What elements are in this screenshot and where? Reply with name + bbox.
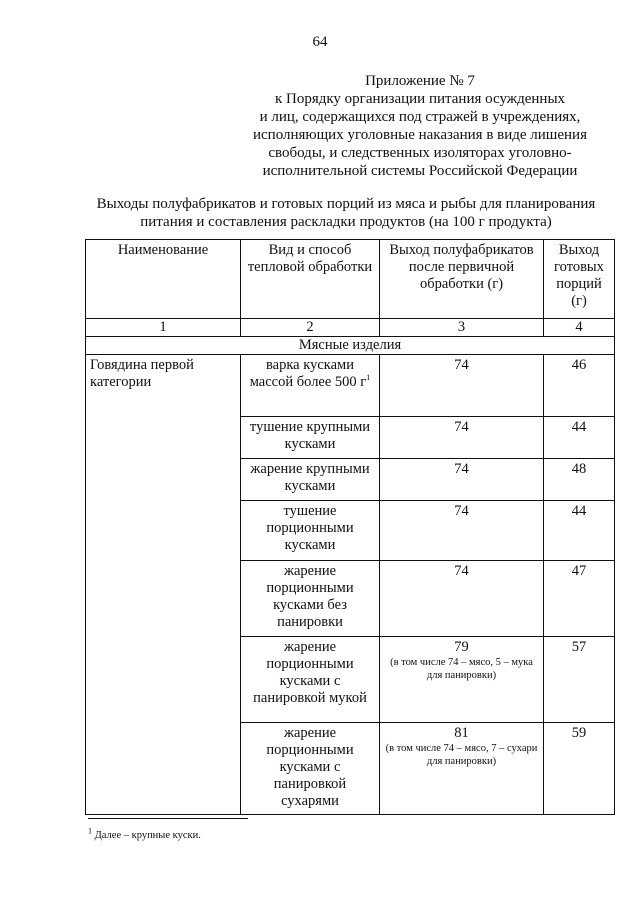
section-row (86, 337, 615, 355)
semi-yield-value: 74 (454, 357, 469, 373)
semi-yield-value: 74 (380, 417, 544, 459)
yield-table (85, 239, 615, 815)
page-number: 64 (312, 34, 328, 50)
semi-yield-cell (380, 637, 544, 723)
appendix-line: и лиц, содержащихся под стражей в учреждениях, (259, 109, 581, 125)
appendix-line: к Порядку организации питания осужденных (274, 91, 566, 107)
semi-yield-value: 74 (380, 501, 544, 561)
method-text: жарение порционными кусками с панировкой мукой (241, 637, 380, 723)
column-number: 3 (380, 319, 544, 337)
product-name: Говядина первой категории (86, 355, 241, 815)
ready-yield-value: 47 (544, 561, 615, 637)
ready-yield-value: 46 (544, 355, 615, 417)
footnote-divider (88, 818, 248, 819)
section-title: Мясные изделия (86, 337, 615, 355)
semi-yield-note: (в том числе 74 – мясо, 5 – мука для панировки) (390, 657, 533, 681)
column-number: 4 (544, 319, 615, 337)
semi-yield-cell (380, 723, 544, 815)
header-semi-yield: Выход полуфабрикатов после первичной обработки (г) (380, 240, 544, 319)
footnote-marker: 1 (88, 826, 92, 836)
footnote-marker: 1 (366, 373, 371, 383)
column-number-row (86, 319, 615, 337)
method-text: жарение порционными кусками без панировки (241, 561, 380, 637)
semi-yield-value: 74 (380, 459, 544, 501)
method-text: тушение порционными кусками (241, 501, 380, 561)
table-header-row (86, 240, 615, 319)
footnote-text: Далее – крупные куски. (94, 830, 201, 841)
header-ready-yield: Выход готовых порций (г) (544, 240, 615, 319)
appendix-title: Приложение № 7 (365, 73, 475, 89)
semi-yield-note: (в том числе 74 – мясо, 7 – сухари для панировки) (385, 743, 538, 767)
ready-yield-value: 57 (544, 637, 615, 723)
appendix-line: свободы, и следственных изоляторах уголовно- (268, 145, 572, 161)
document-title-line: Выходы полуфабрикатов и готовых порций из мяса и рыбы для планирования (96, 196, 596, 212)
document-title (86, 195, 606, 231)
table-row (86, 355, 615, 417)
method-text: варка кусками массой более 500 г (249, 357, 367, 390)
header-method: Вид и способ тепловой обработки (241, 240, 380, 319)
semi-yield-value: 81 (454, 725, 469, 741)
document-title-line: питания и составления раскладки продуктов (на 100 г продукта) (140, 214, 552, 230)
method-cell (241, 355, 380, 417)
method-text: жарение порционными кусками с панировкой сухарями (241, 723, 380, 815)
appendix-line: исполнительной системы Российской Федерации (262, 163, 578, 179)
semi-yield-value: 74 (380, 561, 544, 637)
footnote (88, 826, 201, 841)
semi-yield-value: 79 (454, 639, 469, 655)
method-text: жарение крупными кусками (241, 459, 380, 501)
semi-yield-cell (380, 355, 544, 417)
ready-yield-value: 48 (544, 459, 615, 501)
appendix-header (250, 72, 590, 180)
ready-yield-value: 44 (544, 501, 615, 561)
column-number: 1 (86, 319, 241, 337)
column-number: 2 (241, 319, 380, 337)
appendix-line: исполняющих уголовные наказания в виде лишения (253, 127, 587, 143)
ready-yield-value: 44 (544, 417, 615, 459)
method-text: тушение крупными кусками (241, 417, 380, 459)
header-name: Наименование (86, 240, 241, 319)
ready-yield-value: 59 (544, 723, 615, 815)
